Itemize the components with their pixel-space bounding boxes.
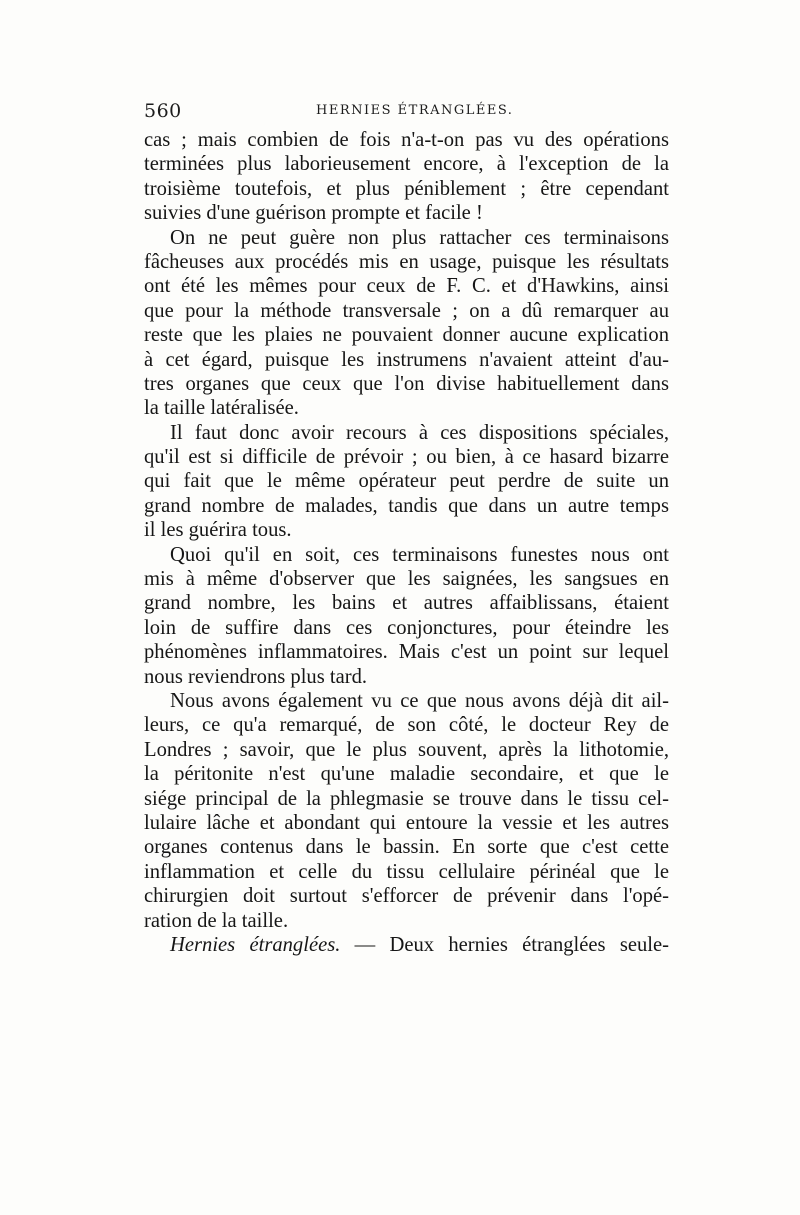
running-title: HERNIES ÉTRANGLÉES. [316,103,514,118]
text-line: à cet égard, puisque les instrumens n'avaient atteint d'au- [144,348,669,371]
text-line: troisième toutefois, et plus péniblement ; être cependant [144,177,669,200]
text-line: qu'il est si difficile de prévoir ; ou bien, à ce hasard bizarre [144,446,669,469]
text-line: suivies d'une guérison prompte et facile ! [144,202,483,225]
text-line: mis à même d'observer que les saignées, les sangsues en [144,568,669,591]
text-line: Il faut donc avoir recours à ces dispositions spéciales, [170,421,669,444]
text-line: lulaire lâche et abondant qui entoure la vessie et les autres [144,811,669,834]
text-line: il les guérira tous. [144,519,292,542]
text-line: inflammation et celle du tissu cellulaire périnéal que le [144,860,669,883]
text-line: la taille latéralisée. [144,397,299,420]
text-line: reste que les plaies ne pouvaient donner aucune explication [144,324,669,347]
text-line: la péritonite n'est qu'une maladie secondaire, et que le [144,763,669,786]
text-line: cas ; mais combien de fois n'a-t-on pas vu des opérations [144,129,669,151]
text-line: siége principal de la phlegmasie se trouve dans le tissu cel- [144,787,669,810]
text-line: terminées plus laborieusement encore, à l'exception de la [144,153,669,176]
text-line: loin de suffire dans ces conjonctures, pour éteindre les [144,616,669,639]
text-line: que pour la méthode transversale ; on a dû remarquer au [144,299,669,322]
text-line: Londres ; savoir, que le plus souvent, après la lithotomie, [144,738,669,761]
text-line: grand nombre, les bains et autres affaiblissans, étaient [144,592,669,615]
text-line: On ne peut guère non plus rattacher ces terminaisons [170,226,669,249]
section-heading-italic: Hernies étranglées. [170,933,341,956]
text-line: ont été les mêmes pour ceux de F. C. et d'Hawkins, ainsi [144,275,669,298]
text-line: ration de la taille. [144,909,289,932]
page-header [144,100,674,124]
text-line: chirurgien doit surtout s'efforcer de prévenir dans l'opé- [144,885,669,908]
text-line: phénomènes inflammatoires. Mais c'est un point sur lequel [144,641,669,664]
text-line: grand nombre de malades, tandis que dans un autre temps [144,494,669,517]
text-line: qui fait que le même opérateur peut perdre de suite un [144,470,669,493]
text-line: Quoi qu'il en soit, ces terminaisons funestes nous ont [170,543,669,566]
text-line: organes contenus dans le bassin. En sorte que c'est cette [144,836,669,859]
page-number: 560 [144,100,182,122]
text-line: leurs, ce qu'a remarqué, de son côté, le docteur Rey de [144,714,669,737]
text-line: Nous avons également vu ce que nous avons déjà dit ail- [170,689,669,712]
text-line: tres organes que ceux que l'on divise habituellement dans [144,372,669,395]
text-line: nous reviendrons plus tard. [144,665,368,688]
final-line-rest: — Deux hernies étranglées seule- [340,933,669,956]
text-line: fâcheuses aux procédés mis en usage, puisque les résultats [144,250,669,273]
body-text [144,128,669,957]
final-text-line [144,933,669,957]
